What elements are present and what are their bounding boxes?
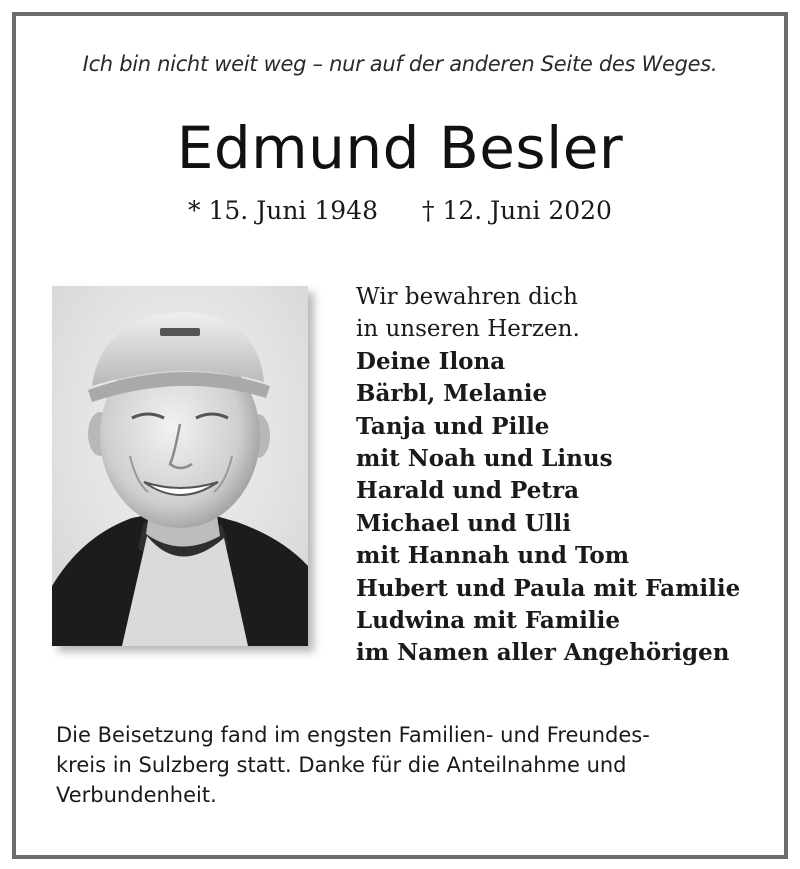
death-date: 12. Juni 2020: [442, 196, 612, 225]
mourner-name: Ludwina mit Familie: [356, 607, 621, 635]
portrait-photo: [52, 286, 308, 646]
portrait-illustration: [52, 286, 308, 646]
mourner-name: mit Hannah und Tom: [356, 542, 630, 570]
mourner-name: Michael und Ulli: [356, 509, 572, 537]
notice-line-3: Verbundenheit.: [56, 783, 217, 807]
mourner-name: im Namen aller Angehörigen: [356, 639, 730, 667]
deceased-name: Edmund Besler: [176, 114, 624, 182]
death-symbol: †: [422, 196, 435, 225]
mourner-name: Hubert und Paula mit Familie: [356, 574, 741, 602]
cap-logo: [160, 328, 200, 336]
intro-line-1: Wir bewahren dich: [356, 284, 578, 310]
mourner-name: mit Noah und Linus: [356, 445, 613, 473]
funeral-notice: [56, 720, 756, 810]
mourner-name: Deine Ilona: [356, 347, 506, 375]
intro-line-2: in unseren Herzen.: [356, 316, 580, 343]
notice-line-1: Die Beisetzung fand im engsten Familien- und Freundes-: [56, 723, 650, 747]
mourners-block: [356, 281, 740, 670]
mourner-name: Harald und Petra: [356, 477, 579, 505]
mourner-name: Tanja und Pille: [356, 412, 550, 440]
notice-line-2: kreis in Sulzberg statt. Danke für die Anteilnahme und: [56, 753, 627, 777]
mourner-name: Bärbl, Melanie: [356, 380, 548, 408]
birth-date: 15. Juni 1948: [208, 196, 378, 225]
motto-quote: Ich bin nicht weit weg – nur auf der anderen Seite des Weges.: [82, 52, 718, 76]
life-dates: [0, 196, 800, 225]
birth-symbol: *: [188, 196, 201, 225]
